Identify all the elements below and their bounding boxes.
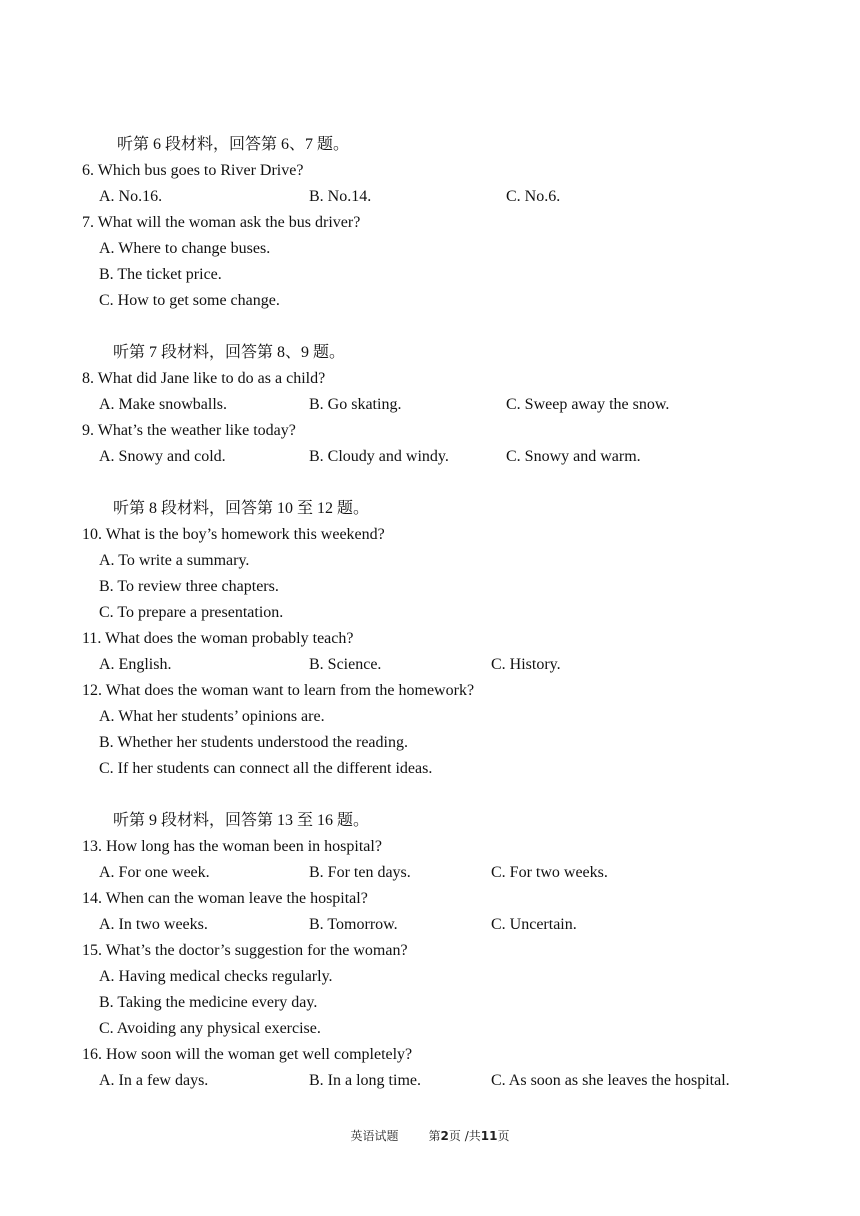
option-c: C. Snowy and warm. <box>506 448 641 465</box>
section-heading: 听第 9 段材料，回答第 13 至 16 题。 <box>113 812 370 829</box>
option-b: B. Go skating. <box>309 396 402 413</box>
question-text: 16. How soon will the woman get well completely? <box>82 1046 413 1063</box>
option-a: A. For one week. <box>99 864 210 881</box>
option-a: A. English. <box>99 656 172 673</box>
footer-page-prefix: 第 <box>428 1129 441 1143</box>
footer-page-number: 2 <box>440 1129 449 1143</box>
option-b: B. Science. <box>309 656 382 673</box>
section-heading: 听第 8 段材料，回答第 10 至 12 题。 <box>113 500 370 517</box>
question-text: 12. What does the woman want to learn from the homework? <box>82 682 475 699</box>
option-b: B. The ticket price. <box>99 266 222 283</box>
option-a: A. Snowy and cold. <box>99 448 226 465</box>
question-text: 15. What’s the doctor’s suggestion for the woman? <box>82 942 408 959</box>
option-a: A. To write a summary. <box>99 552 250 569</box>
option-b: B. Tomorrow. <box>309 916 398 933</box>
option-c: C. How to get some change. <box>99 292 280 309</box>
footer-subject: 英语试题 <box>350 1129 399 1143</box>
footer-page-total: 11 <box>480 1129 498 1143</box>
question-text: 8. What did Jane like to do as a child? <box>82 370 326 387</box>
option-a: A. Make snowballs. <box>99 396 227 413</box>
option-c: C. History. <box>491 656 561 673</box>
page-footer <box>0 1127 860 1144</box>
option-b: B. Cloudy and windy. <box>309 448 449 465</box>
option-c: C. To prepare a presentation. <box>99 604 284 621</box>
option-a: A. In two weeks. <box>99 916 208 933</box>
option-b: B. Taking the medicine every day. <box>99 994 318 1011</box>
question-text: 10. What is the boy’s homework this weekend? <box>82 526 385 543</box>
option-b: B. Whether her students understood the reading. <box>99 734 408 751</box>
option-c: C. No.6. <box>506 188 561 205</box>
option-a: A. No.16. <box>99 188 163 205</box>
question-text: 11. What does the woman probably teach? <box>82 630 354 647</box>
option-a: A. Where to change buses. <box>99 240 271 257</box>
option-b: B. In a long time. <box>309 1072 421 1089</box>
option-c: C. For two weeks. <box>491 864 608 881</box>
option-a: A. What her students’ opinions are. <box>99 708 325 725</box>
option-c: C. As soon as she leaves the hospital. <box>491 1072 730 1089</box>
option-c: C. Uncertain. <box>491 916 577 933</box>
question-text: 14. When can the woman leave the hospital? <box>82 890 368 907</box>
section-heading: 听第 6 段材料，回答第 6、7 题。 <box>117 136 350 153</box>
footer-page-suffix: 页 <box>497 1129 510 1143</box>
option-c: C. If her students can connect all the different ideas. <box>99 760 433 777</box>
option-c: C. Avoiding any physical exercise. <box>99 1020 321 1037</box>
footer-page-mid: 页 /共 <box>448 1129 481 1143</box>
option-b: B. To review three chapters. <box>99 578 279 595</box>
option-b: B. For ten days. <box>309 864 411 881</box>
option-b: B. No.14. <box>309 188 372 205</box>
question-text: 6. Which bus goes to River Drive? <box>82 162 304 179</box>
option-a: A. Having medical checks regularly. <box>99 968 333 985</box>
question-text: 9. What’s the weather like today? <box>82 422 296 439</box>
option-c: C. Sweep away the snow. <box>506 396 670 413</box>
section-heading: 听第 7 段材料，回答第 8、9 题。 <box>113 344 346 361</box>
question-text: 7. What will the woman ask the bus driver? <box>82 214 361 231</box>
question-text: 13. How long has the woman been in hospital? <box>82 838 382 855</box>
option-a: A. In a few days. <box>99 1072 209 1089</box>
